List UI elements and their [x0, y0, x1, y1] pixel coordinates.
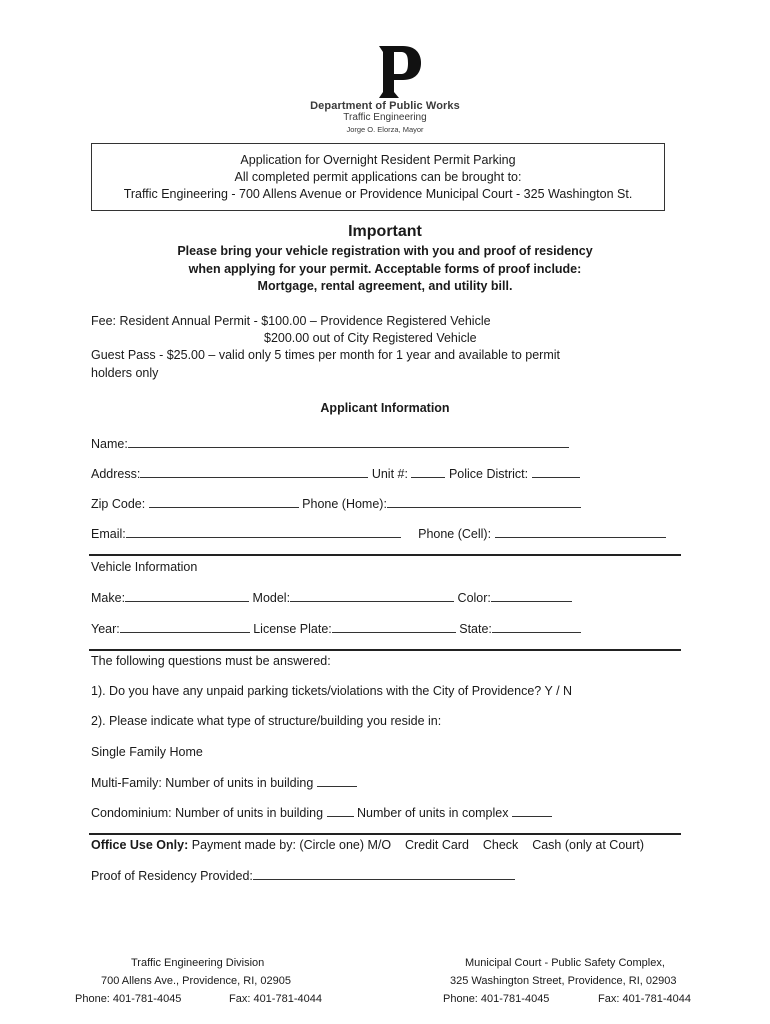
fee-line-4: holders only: [91, 366, 159, 380]
model-label: Model:: [252, 591, 291, 605]
condominium-row: [91, 805, 552, 820]
unit-label: Unit #:: [371, 467, 408, 481]
header-box: [91, 143, 665, 211]
fee-line-3: Guest Pass - $25.00 – valid only 5 times per month for 1 year and available to permit: [91, 348, 560, 362]
make-label: Make:: [91, 591, 126, 605]
email-label: Email:: [91, 527, 126, 541]
license-plate-label: License Plate:: [253, 622, 332, 636]
footer-left-line-1: Traffic Engineering Division: [131, 957, 265, 969]
color-label: Color:: [457, 591, 491, 605]
footer-right-phone: Phone: 401-781-4045: [443, 993, 550, 1005]
police-district-label: Police District:: [448, 467, 529, 481]
section-divider: [89, 649, 681, 651]
important-line-2: when applying for your permit. Acceptable forms of proof include:: [188, 262, 582, 276]
question-1: 1). Do you have any unpaid parking tickets/violations with the City of Providence? Y / N: [91, 684, 573, 698]
footer-right-fax: Fax: 401-781-4044: [598, 993, 691, 1005]
payment-option-cash[interactable]: Cash (only at Court): [532, 838, 645, 852]
phone-cell-field[interactable]: [495, 526, 666, 538]
zip-field[interactable]: [149, 496, 299, 508]
state-label: State:: [459, 622, 492, 636]
questions-intro: The following questions must be answered:: [91, 654, 331, 668]
name-row: [91, 436, 569, 451]
section-divider: [89, 833, 681, 835]
footer-right-line-1: Municipal Court - Public Safety Complex,: [465, 957, 665, 969]
important-heading: Important: [348, 223, 422, 240]
header-line-2: All completed permit applications can be brought to:: [234, 170, 522, 184]
make-row: [91, 590, 572, 605]
department-name: Department of Public Works: [310, 100, 460, 112]
city-logo: [377, 44, 423, 100]
footer-left-line-2: 700 Allens Ave., Providence, RI, 02905: [101, 975, 291, 987]
condominium-label: Condominium: Number of units in building: [91, 806, 324, 820]
section-divider: [89, 554, 681, 556]
address-label: Address:: [91, 467, 141, 481]
model-field[interactable]: [290, 590, 454, 602]
phone-home-label: Phone (Home):: [302, 497, 387, 511]
payment-option-credit-card[interactable]: Credit Card: [405, 838, 469, 852]
zip-label: Zip Code:: [91, 497, 146, 511]
important-line-1: Please bring your vehicle registration with you and proof of residency: [177, 244, 593, 258]
proof-row: [91, 868, 515, 883]
proof-field[interactable]: [253, 868, 515, 880]
footer-right-line-2: 325 Washington Street, Providence, RI, 02903: [450, 975, 677, 987]
name-field[interactable]: [128, 436, 569, 448]
mayor-name: Jorge O. Elorza, Mayor: [346, 125, 424, 134]
payment-label: Payment made by: (Circle one) M/O: [191, 838, 392, 852]
important-line-3: Mortgage, rental agreement, and utility bill.: [257, 279, 513, 293]
vehicle-heading: Vehicle Information: [91, 560, 198, 574]
multi-family-label: Multi-Family: Number of units in building: [91, 776, 314, 790]
proof-label: Proof of Residency Provided:: [91, 869, 253, 883]
email-row: [91, 526, 666, 541]
fee-line-1: Fee: Resident Annual Permit - $100.00 – Providence Registered Vehicle: [91, 314, 491, 328]
header-title: Application for Overnight Resident Permit Parking: [240, 153, 516, 167]
payment-option-check[interactable]: Check: [482, 838, 519, 852]
fee-line-2: $200.00 out of City Registered Vehicle: [264, 331, 477, 345]
single-family-option: Single Family Home: [91, 745, 203, 759]
multi-family-row: [91, 775, 357, 790]
footer-left-fax: Fax: 401-781-4044: [229, 993, 322, 1005]
multi-family-units-field[interactable]: [317, 775, 357, 787]
address-row: [91, 466, 580, 481]
year-row: [91, 621, 581, 636]
division-name: Traffic Engineering: [343, 112, 427, 123]
phone-home-field[interactable]: [387, 496, 581, 508]
make-field[interactable]: [125, 590, 249, 602]
question-2: 2). Please indicate what type of structure/building you reside in:: [91, 714, 442, 728]
year-label: Year:: [91, 622, 120, 636]
condominium-units-field[interactable]: [327, 805, 354, 817]
police-district-field[interactable]: [532, 466, 580, 478]
year-field[interactable]: [120, 621, 250, 633]
address-field[interactable]: [140, 466, 368, 478]
name-label: Name:: [91, 437, 128, 451]
state-field[interactable]: [492, 621, 581, 633]
header-line-3: Traffic Engineering - 700 Allens Avenue or Providence Municipal Court - 325 Washington St.: [123, 187, 633, 201]
complex-units-field[interactable]: [512, 805, 552, 817]
office-use-row: [91, 838, 644, 852]
license-plate-field[interactable]: [332, 621, 456, 633]
zip-row: [91, 496, 581, 511]
email-field[interactable]: [126, 526, 401, 538]
office-use-label: Office Use Only:: [91, 838, 189, 852]
complex-units-label: Number of units in complex: [357, 806, 509, 820]
color-field[interactable]: [491, 590, 572, 602]
unit-field[interactable]: [411, 466, 445, 478]
applicant-heading: Applicant Information: [320, 401, 450, 415]
phone-cell-label: Phone (Cell):: [418, 527, 492, 541]
footer-left-phone: Phone: 401-781-4045: [75, 993, 182, 1005]
